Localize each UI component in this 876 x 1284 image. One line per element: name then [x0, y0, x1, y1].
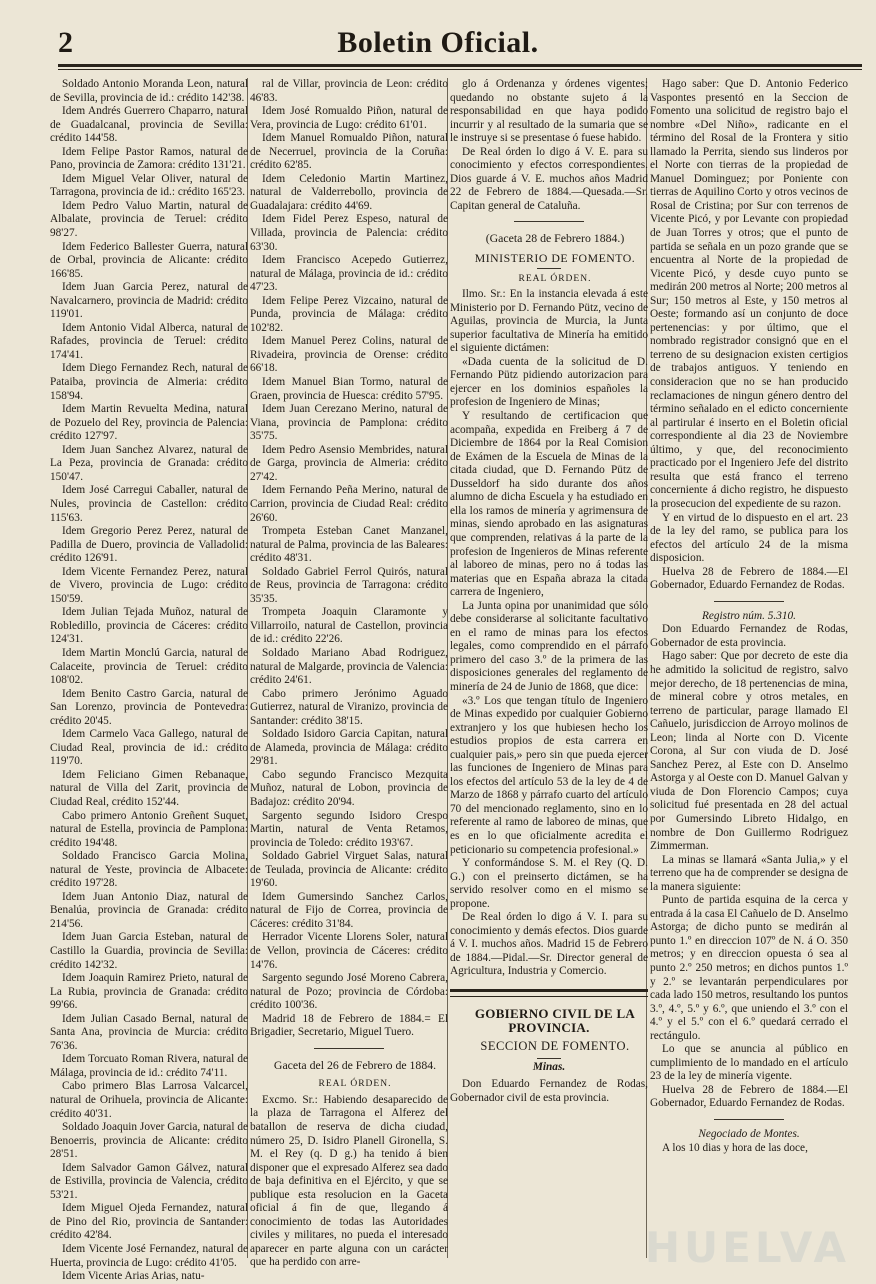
credit-entry: Idem Juan Antonio Diaz, natural de Benalúa, provincia de Granada: crédito 214'56. [50, 890, 248, 930]
credit-entry: Idem Vicente Arias Arias, natu- [62, 1270, 205, 1283]
credit-entry: Idem Antonio Vidal Alberca, natural de Rafades, provincia de Teruel: crédito 174'41. [50, 321, 248, 361]
paragraph: Huelva 28 de Febrero de 1884.—El Gobernador, Eduardo Fernandez de Rodas. [650, 1083, 848, 1110]
credit-entry: Trompeta Esteban Canet Manzanel, natural de Palma, provincia de las Baleares: crédito 48'31. [250, 525, 448, 565]
paragraph: Y conformándose S. M. el Rey (Q. D. G.) con el preinserto dictámen, se ha servido resolver como en el mismo se propone. [450, 857, 648, 910]
column-2 [250, 78, 448, 1268]
credit-entry: Soldado Joaquin Jover Garcia, natural de Benoerris, provincia de Alicante: crédito 28'51. [50, 1121, 248, 1161]
credit-entry: Idem Julian Tejada Muñoz, natural de Robledillo, provincia de Cáceres: crédito 124'31. [50, 606, 248, 646]
paragraph: La minas se llamará «Santa Julia,» y el terreno que ha de comprender se designa de la manera siguiente: [650, 853, 848, 893]
page-number: 2 [58, 26, 73, 59]
paragraph: Y resultando de certificacion que acompaña, expedida en Freiberg á 7 de Diciembre de 1864 por la Real Comision de Exámen de la Escuela de Minas de la citada ciudad, que D. Fernando Pütz de Dusseldorf ha sido durante dos años alumno de dicha Escuela y ha estudiado en ella los ramos de minería y agrimensura de minas, siendo aprobado en las asignaturas que comprenden, relativas á la parte de la profesion de Ingenieros de Minas referente al laboreo de minas, pero no á todas las materias que en España abraza la citada carrera de Ingeniero, [450, 410, 648, 599]
credit-entry: Soldado Mariano Abad Rodriguez, natural de Malgarde, provincia de Valencia: crédito 24'61. [250, 646, 448, 687]
credit-entry: Idem Diego Fernandez Rech, natural de Pataiba, provincia de Almeria: crédito 158'94. [50, 362, 248, 402]
credit-entry: Idem Andrés Guerrero Chaparro, natural de Guadalcanal, provincia de Sevilla: crédito 144'58. [50, 105, 248, 145]
credit-entry: Idem Martin Monclú Garcia, natural de Calaceite, provincia de Teruel: crédito 108'02. [50, 646, 248, 687]
credit-entry: Cabo primero Antonio Greñent Suquet, natural de Estella, provincia de Pamplona: crédito 194'48. [50, 809, 248, 849]
credit-entry: Idem Fernando Peña Merino, natural de Carrion, provincia de Ciudad Real: crédito 26'60. [250, 484, 448, 524]
credit-entry: Idem Felipe Pastor Ramos, natural de Pano, provincia de Zamora: crédito 131'21. [50, 145, 248, 172]
credit-entry: Idem Manuel Bian Tormo, natural de Graen, provincia de Huesca: crédito 57'95. [250, 376, 448, 402]
credit-entry: Soldado Isidoro Garcia Capitan, natural de Alameda, provincia de Málaga: crédito 29'81. [250, 728, 448, 768]
credit-entry: Idem Carmelo Vaca Gallego, natural de Ciudad Real, provincia de id.: crédito 119'70. [50, 728, 248, 768]
credit-entry: Idem Salvador Gamon Gálvez, natural de Estivilla, provincia de Valencia, crédito 53'21. [50, 1161, 248, 1201]
credit-entry: Idem Martin Revuelta Medina, natural de Pozuelo del Rey, provincia de Palencia: crédito 127'97. [50, 403, 248, 443]
real-orden-heading: REAL ÓRDEN. [318, 1079, 392, 1090]
paragraph: Y en virtud de lo dispuesto en el art. 23 de la ley del ramo, se publica para los efectos del artículo 24 de la misma disposicion. [650, 511, 848, 565]
real-orden-continuation: glo á Ordenanza y órdenes vigentes; quedando no obstante sujeto á la responsabilidad en que haya podido incurrir y al resultado de la sumaria que se le instruye si se presentase ó fuese habido. [450, 78, 648, 145]
section-rule [450, 989, 648, 992]
credit-entry: Soldado Francisco Garcia Molina, natural de Yeste, provincia de Albacete: crédito 197'28. [50, 850, 248, 890]
paragraph: «Dada cuenta de la solicitud de D. Fernando Pütz pidiendo autorizacion para ejercer en los dominios españoles la profesion de Ingeniero de Minas; [450, 355, 648, 409]
credit-entry: Idem Francisco Acepedo Gutierrez, natural de Málaga, provincia de id.: crédito 47'23. [250, 254, 448, 294]
credit-entry: Idem Federico Ballester Guerra, natural de Orbal, provincia de Alicante: crédito 166'85. [50, 240, 248, 280]
section-rule-thin [450, 996, 648, 997]
real-orden-heading: REAL ÓRDEN. [518, 273, 592, 284]
newspaper-title: Boletin Oficial. [337, 26, 539, 59]
header-rule-thin [58, 69, 862, 70]
credit-entry: Idem Juan Garcia Perez, natural de Navalcarnero, provincia de Madrid: crédito 119'01. [50, 281, 248, 321]
credit-entry: Madrid 18 de Febrero de 1884.= El Brigadier, Secretario, Miguel Tuero. [250, 1012, 448, 1039]
credit-entry: Idem Torcuato Roman Rivera, natural de Málaga, provincia de id.: crédito 74'11. [50, 1053, 248, 1079]
paragraph: Don Eduardo Fernandez de Rodas, Gobernador de esta provincia. [650, 623, 848, 649]
seccion-fomento-heading: SECCION DE FOMENTO. [480, 1039, 630, 1054]
separator [537, 1058, 561, 1059]
paragraph: De Real órden lo digo á V. I. para su conocimiento y demás efectos. Dios guarde á V. I. muchos años. Madrid 15 de Febrero de 1884.—Pidal.—Sr. Director general de Agricultura, Industria y Comercio. [450, 911, 648, 978]
mining-notice [650, 78, 848, 593]
credit-entry: Trompeta Joaquin Claramonte y Villarroilo, natural de Castellon, provincia de id.: crédito 22'26. [250, 606, 448, 646]
watermark: HUELVA [644, 1223, 850, 1272]
real-orden-body: Excmo. Sr.: Habiendo desaparecido de la plaza de Tarragona el Alferez del batallon de reserva de dicha ciudad, número 25, D. Isidro Planell Gironella, S. M. el Rey (q. D g.) ha tenido á bien disponer que el expresado Alferez sea dado de baja definitiva en el Ejército, y que se publique esta resolucion en la Gaceta oficial á fin de que, llegando á conocimiento de todas las Autoridades civiles y militares, no pueda el interesado aparecer en parte alguna con un carácter que ha perdido con arre- [250, 1093, 448, 1269]
credit-entry: Idem Manuel Romualdo Piñon, natural de Necerruel, provincia de la Coruña: crédito 62'85. [250, 132, 448, 172]
credit-entry: Idem Gumersindo Sanchez Carlos, natural de Fijo de Correa, provincia de Cáceres: crédito 31'84. [250, 890, 448, 930]
paragraph: «3.º Los que tengan título de Ingeniero de Minas expedido por cualquier Gobierno extranjero y los que hubiesen hecho los estudios propios de esta carrera en cualquier pais,» pero sin que pueda ejercer las funciones de Ingeniero de Minas para los efectos del artículo 53 de la ley de 4 de Marzo de 1868 y párrafo cuarto del artículo 70 del mencionado reglamento, sino en lo referente al ramo de laboreo de minas, que es en lo que oficialmente acredita el peticionario su competencia profesional.» [450, 694, 648, 856]
credit-entry: Cabo primero Jerónimo Aguado Gutierrez, natural de Viranizo, provincia de Santander: crédito 38'15. [250, 687, 448, 727]
credit-entry: ral de Villar, provincia de Leon: crédito 46'83. [250, 78, 448, 104]
credit-entry: Soldado Gabriel Ferrol Quirós, natural de Reus, provincia de Tarragona: crédito 35'35. [250, 565, 448, 605]
credit-entry: Idem Pedro Valuo Martin, natural de Albalate, provincia de Teruel: crédito 98'27. [50, 199, 248, 240]
negociado-heading: Negociado de Montes. [698, 1128, 800, 1141]
credit-entry: Sargento segundo José Moreno Cabrera, natural de Pozo; provincia de Córdoba: crédito 100'36. [250, 972, 448, 1012]
credit-entry: Idem Pedro Asensio Membrides, natural de Garga, provincia de Almeria: crédito 27'42. [250, 443, 448, 483]
credit-entry: Idem José Romualdo Piñon, natural de Vera, provincia de Lugo: crédito 61'01. [250, 105, 448, 131]
registro-heading: Registro núm. 5.310. [701, 609, 797, 622]
column-4 [650, 78, 848, 1268]
credit-entry: Idem Celedonio Martin Martinez, natural de Valderrebollo, provincia de Guadalajara: crédito 44'69. [250, 172, 448, 212]
paragraph: Hago saber: Que por decreto de este dia he admitido la solicitud de registro, salvo mejor derecho, de 18 pertenencias de mina, de mineral cobre y otros metales, en terreno de particular, parage llamado El Cañuelo, jurisdiccion de Arroyo molinos de Leon; linda al Norte con D. Vicente Corona, al Sur con viuda de D. José Sanchez Perez, al Este con D. Anselmo Astorga y al Oeste con D. Manuel Galvan y viuda de Don Florencio Campos; cuya solicitud fué presentada en 28 del actual por Gumersindo Libreto Hidalgo, en nombre de Don Guillermo Rodriguez Zimmerman. [650, 650, 848, 853]
gazette-date: (Gaceta 28 de Febrero 1884.) [485, 231, 625, 246]
paragraph: La Junta opina por unanimidad que sólo debe considerarse al solicitante facultativo en el ramo de minas para los efectos legales, como comprendido en el párrafo primero del caso 3.º de la primera de las disposiciones generales del reglamento de minería de 24 de Junio de 1868, que dice: [450, 599, 648, 693]
paragraph: Lo que se anuncia al público en cumplimiento de lo mandado en el artículo 23 de la ley de minería vigente. [650, 1043, 848, 1083]
column-1-credits-list [50, 78, 248, 1283]
credit-entry: Soldado Antonio Moranda Leon, natural de Sevilla, provincia de id.: crédito 142'38. [50, 78, 248, 104]
separator [714, 601, 784, 602]
separator [514, 221, 584, 222]
paragraph: Ilmo. Sr.: En la instancia elevada á este Ministerio por D. Fernando Pütz, vecino de Aguilas, provincia de Murcia, la Junta superior facultativa de Minería ha emitido el siguiente dictámen: [450, 288, 648, 355]
credit-entry: Idem Manuel Perez Colins, natural de Rivadeira, provincia de Orense: crédito 66'18. [250, 335, 448, 375]
credit-entry: Herrador Vicente Llorens Soler, natural de Vellon, provincia de Cáceres: crédito 14'76. [250, 931, 448, 971]
credit-entry: Idem Juan Garcia Esteban, natural de Castillo la Guardia, provincia de Sevilla: crédito 142'32. [50, 931, 248, 971]
credit-entry: Idem Miguel Velar Oliver, natural de Tarragona, provincia de id.: crédito 165'23. [50, 172, 248, 199]
credit-entry: Idem Julian Casado Bernal, natural de Santa Ana, provincia de Murcia: crédito 76'36. [50, 1012, 248, 1052]
credit-entry: Idem Feliciano Gimen Rebanaque, natural de Villa del Zarit, provincia de Ciudad Real, crédito 152'44. [50, 768, 248, 808]
header-rule [58, 64, 862, 67]
real-orden-closing: De Real órden lo digo á V. E. para su conocimiento y efectos correspondientes. Dios guarde á V. E. muchos años Madrid 22 de Febrero de 1884.—Quesada.—Sr. Capitan general de Cataluña. [450, 145, 648, 212]
separator [537, 268, 561, 269]
credit-entry: Idem José Carregui Caballer, natural de Nules, provincia de Castellon: crédito 115'63. [50, 484, 248, 524]
credit-entry: Soldado Gabriel Virguet Salas, natural de Teulada, provincia de Alicante: crédito 19'60. [250, 850, 448, 890]
paragraph: Punto de partida esquina de la cerca y entrada á la casa El Cañuelo de D. Anselmo Astorga; de dicho punto se medirán al punto 1.º en direccion 107º de N. á O. 350 metros; y en direccion opuesta ó sea al punto 2.º 250 metros; en dichos puntos 1.º y 2.º se levantarán perpendiculares por cada lado 150 metros, resultando los puntos 3.º, 4.º, 5.º y 6.º, que uniendo el 3.º con el 4.º y el 5.º con el 6.º quedará cerrado el rectángulo. [650, 894, 848, 1042]
credit-entry: Idem Fidel Perez Espeso, natural de Villada, provincia de Palencia: crédito 63'30. [250, 213, 448, 253]
separator [314, 1048, 384, 1049]
masthead [0, 0, 876, 70]
credit-entry: Idem Juan Sanchez Alvarez, natural de La Peza, provincia de Granada: crédito 150'47. [50, 443, 248, 483]
governor-intro: Don Eduardo Fernandez de Rodas, Gobernador civil de esta provincia. [450, 1078, 648, 1104]
credit-entry: Idem Gregorio Perez Perez, natural de Padilla de Duero, provincia de Valladolid: crédito 126'91. [50, 525, 248, 565]
credit-entry: Idem Miguel Ojeda Fernandez, natural de Pino del Rio, provincia de Santander: crédito 42'84. [50, 1202, 248, 1242]
registro-notice [650, 623, 848, 1111]
column-3 [450, 78, 648, 1268]
credit-entry: Idem Juan Cerezano Merino, natural de Viana, provincia de Pamplona: crédito 35'75. [250, 403, 448, 443]
credit-entry: Idem Felipe Perez Vizcaino, natural de Punda, provincia de Málaga: crédito 102'82. [250, 294, 448, 334]
paragraph: Hago saber: Que D. Antonio Federico Vaspontes presentó en la Seccion de Fomento una solicitud de registro bajo el nombre «Del Niño», radicante en el término del Rosal de la Frontera y sitio llamado la Perrita, siendo sus linderos por el Norte con tierras de la propiedad de Manuel Dominguez; por Poniente con tierras de Aquilino Corto y otros vecinos de Rosal de Cristina; por Sur con terrenos de Vicente Picó, y por Levante con propiedad de Juan Torres y otros; que el punto de partida se señala en un pozo grande que se encuentra al Norte de la propiedad de Vicente Picó, y desde cuyo punto se medirán 200 metros al Norte; 200 metros al Sur; 150 metros al Este, y 150 metros al Oeste; formando así un conjunto de doce pertenencias: y por último, que el nombrado registrador consignó que en el terreno de su designacion existen certigios de trabajos antiguos. Y teniendo en consideracion que no se han producido reclamaciones de ningun género dentro del término señalado en el edicto concerniente al partirular é inserto en el Boletin oficial correspondiente al dia 23 de Noviembre último, y que, del reconocimiento practicado por el Ingeniero Jefe del distrito resulta que está franco el terreno concerniente á dicho registro, he dispuesto la prosecucion del expediente de su razon. [650, 78, 848, 510]
credit-entry: Cabo segundo Francisco Mezquita Muñoz, natural de Lobon, provincia de Badajoz: crédito 20'94. [250, 768, 448, 808]
minas-heading: Minas. [532, 1060, 566, 1073]
credits-list-continued [250, 78, 448, 1040]
gazette-date: Gaceta del 26 de Febrero de 1884. [273, 1057, 437, 1072]
gobierno-civil-heading: GOBIERNO CIVIL DE LA PROVINCIA. [474, 1006, 636, 1035]
credit-entry: Sargento segundo Isidoro Crespo Martin, natural de Venta Retamos, provincia de Toledo: crédito 193'67. [250, 809, 448, 849]
credit-entry: Idem Benito Castro Garcia, natural de San Lorenzo, provincia de Pontevedra: crédito 20'45. [50, 687, 248, 727]
negociado-text: A los 10 dias y hora de las doce, [662, 1141, 808, 1154]
credit-entry: Idem Vicente José Fernandez, natural de Huerta, provincia de Lugo: crédito 41'05. [50, 1243, 248, 1269]
ministry-heading: MINISTERIO DE FOMENTO. [474, 251, 636, 266]
credit-entry: Idem Vicente Fernandez Perez, natural de Vivero, provincia de Lugo: crédito 150'59. [50, 565, 248, 605]
separator [714, 1119, 784, 1120]
ministry-order-text [450, 288, 648, 979]
paragraph: Huelva 28 de Febrero de 1884.—El Gobernador, Eduardo Fernandez de Rodas. [650, 565, 848, 592]
credit-entry: Idem Joaquin Ramirez Prieto, natural de La Rubia, provincia de Granada: crédito 99'66. [50, 972, 248, 1012]
credit-entry: Cabo primero Blas Larrosa Valcarcel, natural de Orihuela, provincia de Alicante: crédito 40'31. [50, 1080, 248, 1120]
